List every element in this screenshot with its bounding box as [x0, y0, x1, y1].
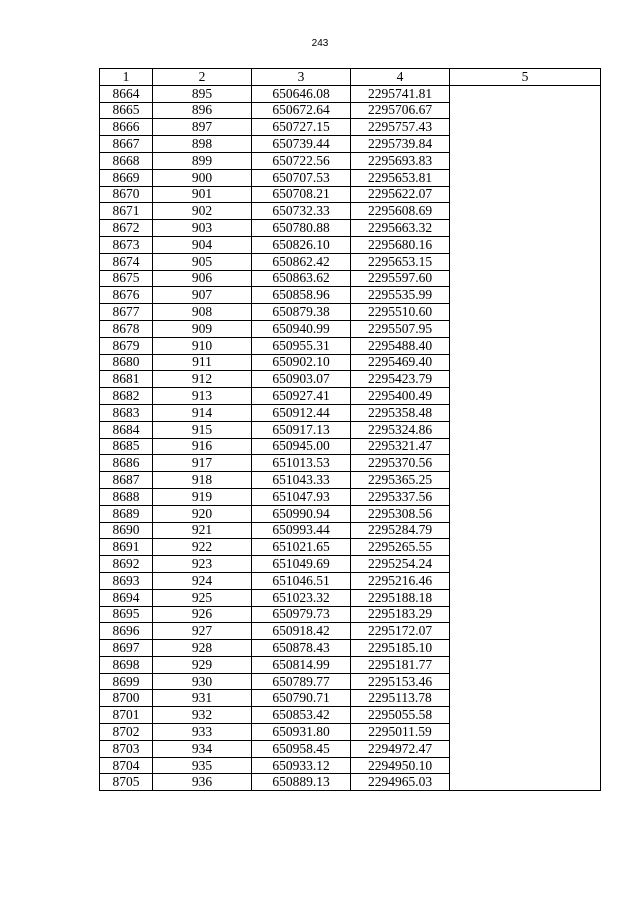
cell-point-number: 8667: [100, 136, 153, 153]
cell-y-coordinate: 2295365.25: [351, 472, 450, 489]
cell-x-coordinate: 650933.12: [252, 757, 351, 774]
cell-x-coordinate: 650863.62: [252, 270, 351, 287]
cell-vertex-number: 911: [153, 354, 252, 371]
cell-vertex-number: 934: [153, 740, 252, 757]
cell-x-coordinate: 650790.71: [252, 690, 351, 707]
cell-y-coordinate: 2295216.46: [351, 572, 450, 589]
cell-x-coordinate: 650672.64: [252, 102, 351, 119]
cell-y-coordinate: 2295680.16: [351, 236, 450, 253]
cell-point-number: 8690: [100, 522, 153, 539]
cell-vertex-number: 901: [153, 186, 252, 203]
column-header-5: 5: [450, 69, 601, 86]
cell-x-coordinate: 650990.94: [252, 505, 351, 522]
cell-y-coordinate: 2295757.43: [351, 119, 450, 136]
cell-vertex-number: 900: [153, 169, 252, 186]
cell-point-number: 8685: [100, 438, 153, 455]
cell-vertex-number: 923: [153, 556, 252, 573]
cell-point-number: 8687: [100, 472, 153, 489]
cell-y-coordinate: 2295741.81: [351, 85, 450, 102]
cell-x-coordinate: 650903.07: [252, 371, 351, 388]
cell-point-number: 8701: [100, 707, 153, 724]
cell-vertex-number: 899: [153, 152, 252, 169]
cell-vertex-number: 895: [153, 85, 252, 102]
cell-x-coordinate: 650707.53: [252, 169, 351, 186]
cell-point-number: 8680: [100, 354, 153, 371]
cell-vertex-number: 913: [153, 388, 252, 405]
cell-point-number: 8668: [100, 152, 153, 169]
cell-x-coordinate: 651047.93: [252, 488, 351, 505]
cell-vertex-number: 897: [153, 119, 252, 136]
column-header-4: 4: [351, 69, 450, 86]
coordinates-table: [99, 68, 601, 791]
cell-x-coordinate: 651013.53: [252, 455, 351, 472]
cell-y-coordinate: 2295663.32: [351, 220, 450, 237]
cell-y-coordinate: 2295254.24: [351, 556, 450, 573]
cell-x-coordinate: 650912.44: [252, 404, 351, 421]
cell-vertex-number: 903: [153, 220, 252, 237]
cell-y-coordinate: 2295608.69: [351, 203, 450, 220]
cell-vertex-number: 917: [153, 455, 252, 472]
cell-point-number: 8677: [100, 304, 153, 321]
cell-point-number: 8688: [100, 488, 153, 505]
cell-point-number: 8692: [100, 556, 153, 573]
cell-y-coordinate: 2295324.86: [351, 421, 450, 438]
table-row: [100, 85, 601, 102]
cell-vertex-number: 919: [153, 488, 252, 505]
cell-y-coordinate: 2295510.60: [351, 304, 450, 321]
cell-y-coordinate: 2295400.49: [351, 388, 450, 405]
cell-y-coordinate: 2295739.84: [351, 136, 450, 153]
cell-vertex-number: 905: [153, 253, 252, 270]
cell-vertex-number: 907: [153, 287, 252, 304]
cell-x-coordinate: 651023.32: [252, 589, 351, 606]
cell-vertex-number: 921: [153, 522, 252, 539]
cell-point-number: 8694: [100, 589, 153, 606]
cell-x-coordinate: 650945.00: [252, 438, 351, 455]
cell-point-number: 8700: [100, 690, 153, 707]
cell-x-coordinate: 650780.88: [252, 220, 351, 237]
cell-vertex-number: 898: [153, 136, 252, 153]
cell-x-coordinate: 650708.21: [252, 186, 351, 203]
cell-vertex-number: 924: [153, 572, 252, 589]
cell-y-coordinate: 2294965.03: [351, 774, 450, 791]
cell-vertex-number: 931: [153, 690, 252, 707]
cell-point-number: 8669: [100, 169, 153, 186]
cell-vertex-number: 908: [153, 304, 252, 321]
cell-y-coordinate: 2295265.55: [351, 539, 450, 556]
cell-x-coordinate: 650853.42: [252, 707, 351, 724]
cell-point-number: 8665: [100, 102, 153, 119]
cell-vertex-number: 922: [153, 539, 252, 556]
cell-y-coordinate: 2295188.18: [351, 589, 450, 606]
cell-y-coordinate: 2295011.59: [351, 724, 450, 741]
cell-x-coordinate: 650979.73: [252, 606, 351, 623]
cell-y-coordinate: 2295055.58: [351, 707, 450, 724]
cell-y-coordinate: 2294950.10: [351, 757, 450, 774]
cell-y-coordinate: 2295507.95: [351, 320, 450, 337]
cell-x-coordinate: 651021.65: [252, 539, 351, 556]
cell-y-coordinate: 2295693.83: [351, 152, 450, 169]
cell-vertex-number: 896: [153, 102, 252, 119]
cell-point-number: 8666: [100, 119, 153, 136]
cell-x-coordinate: 650722.56: [252, 152, 351, 169]
cell-vertex-number: 912: [153, 371, 252, 388]
cell-x-coordinate: 650732.33: [252, 203, 351, 220]
cell-point-number: 8675: [100, 270, 153, 287]
cell-point-number: 8695: [100, 606, 153, 623]
cell-point-number: 8691: [100, 539, 153, 556]
cell-point-number: 8686: [100, 455, 153, 472]
cell-x-coordinate: 650862.42: [252, 253, 351, 270]
cell-vertex-number: 927: [153, 623, 252, 640]
cell-point-number: 8693: [100, 572, 153, 589]
cell-x-coordinate: 650955.31: [252, 337, 351, 354]
cell-x-coordinate: 651043.33: [252, 472, 351, 489]
cell-y-coordinate: 2295172.07: [351, 623, 450, 640]
cell-point-number: 8679: [100, 337, 153, 354]
cell-x-coordinate: 651049.69: [252, 556, 351, 573]
cell-vertex-number: 910: [153, 337, 252, 354]
cell-x-coordinate: 650917.13: [252, 421, 351, 438]
cell-point-number: 8673: [100, 236, 153, 253]
cell-x-coordinate: 650940.99: [252, 320, 351, 337]
cell-vertex-number: 935: [153, 757, 252, 774]
cell-x-coordinate: 650727.15: [252, 119, 351, 136]
cell-point-number: 8674: [100, 253, 153, 270]
page-number: 243: [311, 38, 329, 49]
cell-point-number: 8702: [100, 724, 153, 741]
cell-point-number: 8664: [100, 85, 153, 102]
cell-point-number: 8672: [100, 220, 153, 237]
cell-vertex-number: 930: [153, 673, 252, 690]
cell-y-coordinate: 2295358.48: [351, 404, 450, 421]
cell-vertex-number: 918: [153, 472, 252, 489]
cell-x-coordinate: 650789.77: [252, 673, 351, 690]
cell-x-coordinate: 650993.44: [252, 522, 351, 539]
cell-x-coordinate: 650931.80: [252, 724, 351, 741]
cell-vertex-number: 920: [153, 505, 252, 522]
cell-x-coordinate: 650826.10: [252, 236, 351, 253]
cell-y-coordinate: 2295597.60: [351, 270, 450, 287]
cell-point-number: 8678: [100, 320, 153, 337]
cell-y-coordinate: 2295308.56: [351, 505, 450, 522]
cell-vertex-number: 928: [153, 640, 252, 657]
cell-point-number: 8671: [100, 203, 153, 220]
column-header-2: 2: [153, 69, 252, 86]
cell-y-coordinate: 2295185.10: [351, 640, 450, 657]
cell-point-number: 8689: [100, 505, 153, 522]
cell-point-number: 8681: [100, 371, 153, 388]
cell-y-coordinate: 2295113.78: [351, 690, 450, 707]
cell-vertex-number: 926: [153, 606, 252, 623]
cell-y-coordinate: 2295370.56: [351, 455, 450, 472]
cell-x-coordinate: 650739.44: [252, 136, 351, 153]
cell-y-coordinate: 2295284.79: [351, 522, 450, 539]
cell-point-number: 8682: [100, 388, 153, 405]
cell-y-coordinate: 2295181.77: [351, 656, 450, 673]
cell-point-number: 8699: [100, 673, 153, 690]
cell-x-coordinate: 650958.45: [252, 740, 351, 757]
cell-x-coordinate: 650918.42: [252, 623, 351, 640]
cell-point-number: 8696: [100, 623, 153, 640]
cell-y-coordinate: 2295337.56: [351, 488, 450, 505]
cell-y-coordinate: 2295653.15: [351, 253, 450, 270]
cell-y-coordinate: 2294972.47: [351, 740, 450, 757]
cell-x-coordinate: 650927.41: [252, 388, 351, 405]
cell-vertex-number: 932: [153, 707, 252, 724]
cell-point-number: 8683: [100, 404, 153, 421]
cell-vertex-number: 915: [153, 421, 252, 438]
cell-vertex-number: 914: [153, 404, 252, 421]
cell-point-number: 8698: [100, 656, 153, 673]
cell-y-coordinate: 2295622.07: [351, 186, 450, 203]
cell-y-coordinate: 2295321.47: [351, 438, 450, 455]
cell-x-coordinate: 650646.08: [252, 85, 351, 102]
cell-y-coordinate: 2295706.67: [351, 102, 450, 119]
column-header-3: 3: [252, 69, 351, 86]
cell-x-coordinate: 650858.96: [252, 287, 351, 304]
cell-point-number: 8704: [100, 757, 153, 774]
cell-point-number: 8697: [100, 640, 153, 657]
table-body: [100, 85, 601, 790]
cell-point-number: 8684: [100, 421, 153, 438]
cell-vertex-number: 929: [153, 656, 252, 673]
cell-vertex-number: 916: [153, 438, 252, 455]
cell-y-coordinate: 2295535.99: [351, 287, 450, 304]
cell-y-coordinate: 2295153.46: [351, 673, 450, 690]
cell-x-coordinate: 650879.38: [252, 304, 351, 321]
cell-x-coordinate: 650878.43: [252, 640, 351, 657]
cell-y-coordinate: 2295653.81: [351, 169, 450, 186]
cell-x-coordinate: 650889.13: [252, 774, 351, 791]
cell-y-coordinate: 2295183.29: [351, 606, 450, 623]
cell-vertex-number: 906: [153, 270, 252, 287]
cell-vertex-number: 904: [153, 236, 252, 253]
cell-y-coordinate: 2295469.40: [351, 354, 450, 371]
cell-x-coordinate: 650902.10: [252, 354, 351, 371]
cell-point-number: 8670: [100, 186, 153, 203]
cell-point-number: 8676: [100, 287, 153, 304]
cell-x-coordinate: 650814.99: [252, 656, 351, 673]
column-header-1: 1: [100, 69, 153, 86]
cell-point-number: 8703: [100, 740, 153, 757]
cell-vertex-number: 936: [153, 774, 252, 791]
cell-vertex-number: 933: [153, 724, 252, 741]
cell-vertex-number: 925: [153, 589, 252, 606]
cell-vertex-number: 902: [153, 203, 252, 220]
table-header-row: [100, 69, 601, 86]
cell-point-number: 8705: [100, 774, 153, 791]
cell-vertex-number: 909: [153, 320, 252, 337]
cell-y-coordinate: 2295423.79: [351, 371, 450, 388]
cell-x-coordinate: 651046.51: [252, 572, 351, 589]
cell-column-5-empty: [450, 85, 601, 790]
cell-y-coordinate: 2295488.40: [351, 337, 450, 354]
